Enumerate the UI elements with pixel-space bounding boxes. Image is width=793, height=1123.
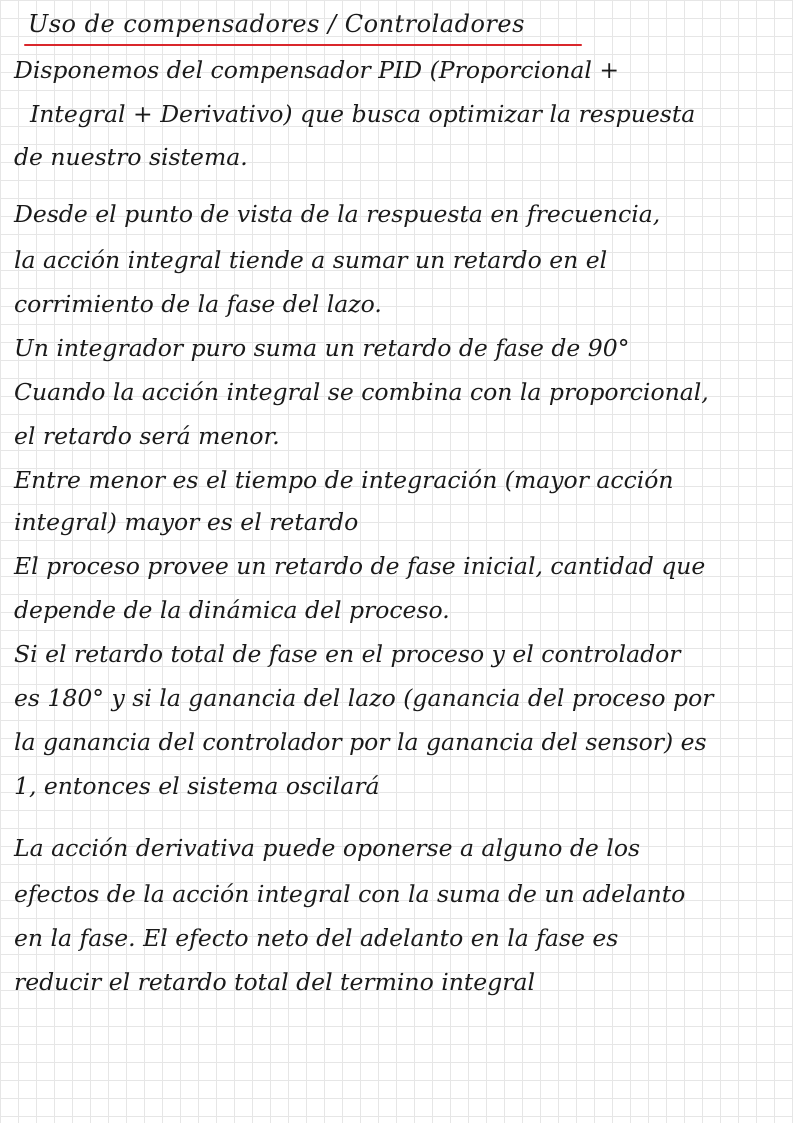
text-line: depende de la dinámica del proceso. [14,596,450,624]
text-line: Desde el punto de vista de la respuesta en frecuencia, [14,200,661,228]
text-line: Cuando la acción integral se combina con la proporcional, [14,378,709,406]
text-line: Integral + Derivativo) que busca optimizar la respuesta [30,100,696,128]
text-line: el retardo será menor. [14,422,280,450]
page-title: Uso de compensadores / Controladores [28,10,525,38]
text-line: es 180° y si la ganancia del lazo (ganancia del proceso por [14,684,714,712]
text-line: Entre menor es el tiempo de integración (mayor acción [14,466,674,494]
text-line: efectos de la acción integral con la suma de un adelanto [14,880,686,908]
text-line: Un integrador puro suma un retardo de fase de 90° [14,334,630,362]
title-underline [24,44,582,46]
text-line: integral) mayor es el retardo [14,508,359,536]
text-line: El proceso provee un retardo de fase inicial, cantidad que [14,552,706,580]
text-line: en la fase. El efecto neto del adelanto en la fase es [14,924,619,952]
text-line: 1, entonces el sistema oscilará [14,772,380,800]
text-line: de nuestro sistema. [14,143,248,171]
text-line: la acción integral tiende a sumar un retardo en el [14,246,608,274]
text-line: la ganancia del controlador por la ganancia del sensor) es [14,728,707,756]
text-line: La acción derivativa puede oponerse a alguno de los [14,834,641,862]
text-line: Disponemos del compensador PID (Proporcional + [14,56,620,84]
text-line: corrimiento de la fase del lazo. [14,290,382,318]
text-line: Si el retardo total de fase en el proceso y el controlador [14,640,681,668]
text-line: reducir el retardo total del termino integral [14,968,535,996]
